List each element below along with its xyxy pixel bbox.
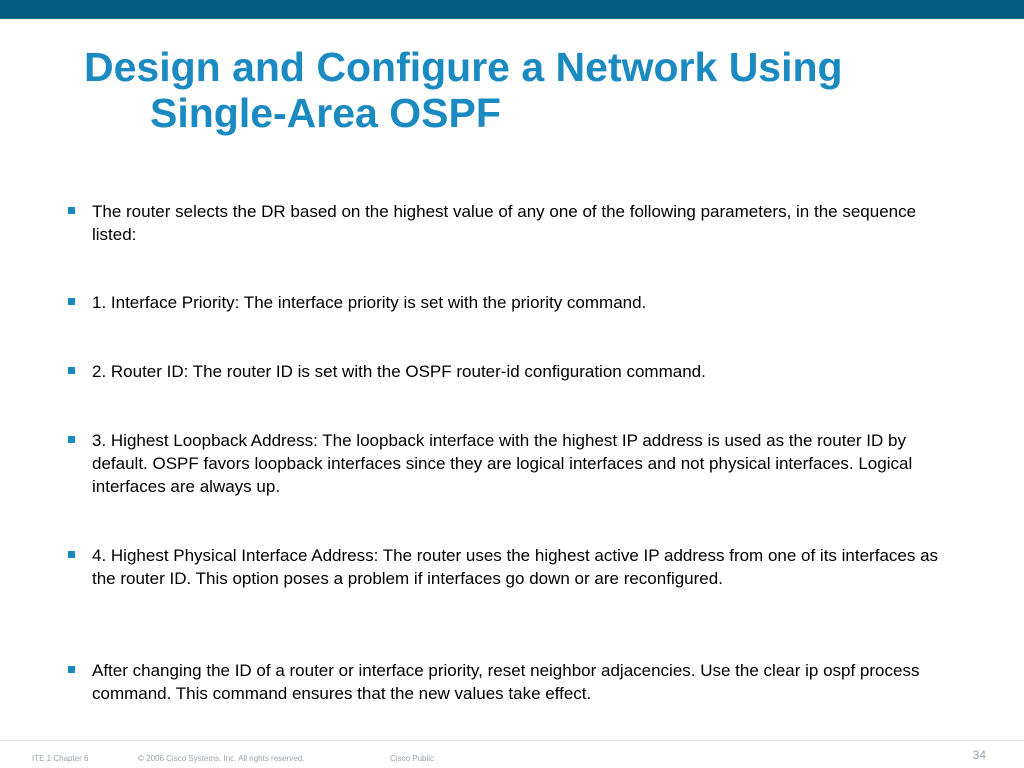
top-bar bbox=[0, 0, 1024, 19]
page-number: 34 bbox=[972, 748, 986, 762]
bullet-square-icon bbox=[68, 436, 75, 443]
slide-title-line-1: Design and Configure a Network Using bbox=[84, 44, 843, 90]
slide-title-line-2: Single-Area OSPF bbox=[150, 90, 501, 136]
bullet-square-icon bbox=[68, 298, 75, 305]
footer-copyright: © 2006 Cisco Systems, Inc. All rights reserved. bbox=[138, 754, 305, 763]
bullet-text: The router selects the DR based on the highest value of any one of the following parameters, in the sequence listed: bbox=[92, 202, 917, 244]
bullet-item bbox=[68, 291, 958, 314]
footer-divider bbox=[0, 740, 1024, 741]
bullet-text: 4. Highest Physical Interface Address: The router uses the highest active IP address from one of its interfaces as the router ID. This option poses a problem if interfaces go down or are reconfigured. bbox=[92, 546, 939, 588]
slide-title bbox=[84, 44, 984, 136]
bullet-square-icon bbox=[68, 666, 75, 673]
bullet-item bbox=[68, 360, 958, 383]
bullet-item bbox=[68, 429, 958, 498]
bullet-square-icon bbox=[68, 367, 75, 374]
bullet-text: After changing the ID of a router or interface priority, reset neighbor adjacencies. Use the clear ip ospf process command. This command ensures that the new values take effect. bbox=[92, 661, 920, 703]
bullet-text: 1. Interface Priority: The interface priority is set with the priority command. bbox=[92, 293, 647, 312]
bullet-item bbox=[68, 200, 958, 246]
bullet-text: 2. Router ID: The router ID is set with the OSPF router-id configuration command. bbox=[92, 362, 706, 381]
slide-footer bbox=[0, 740, 1024, 768]
bullet-item bbox=[68, 544, 958, 590]
footer-classification: Cisco Public bbox=[390, 754, 435, 763]
bullet-square-icon bbox=[68, 551, 75, 558]
bullet-item bbox=[68, 659, 958, 705]
bullet-square-icon bbox=[68, 207, 75, 214]
footer-chapter: ITE 1 Chapter 6 bbox=[32, 754, 89, 763]
bullet-text: 3. Highest Loopback Address: The loopback interface with the highest IP address is used as the router ID by default. OSPF favors loopback interfaces since they are logical interfaces and not physical interfaces. Logical interfaces are always up. bbox=[92, 431, 913, 496]
